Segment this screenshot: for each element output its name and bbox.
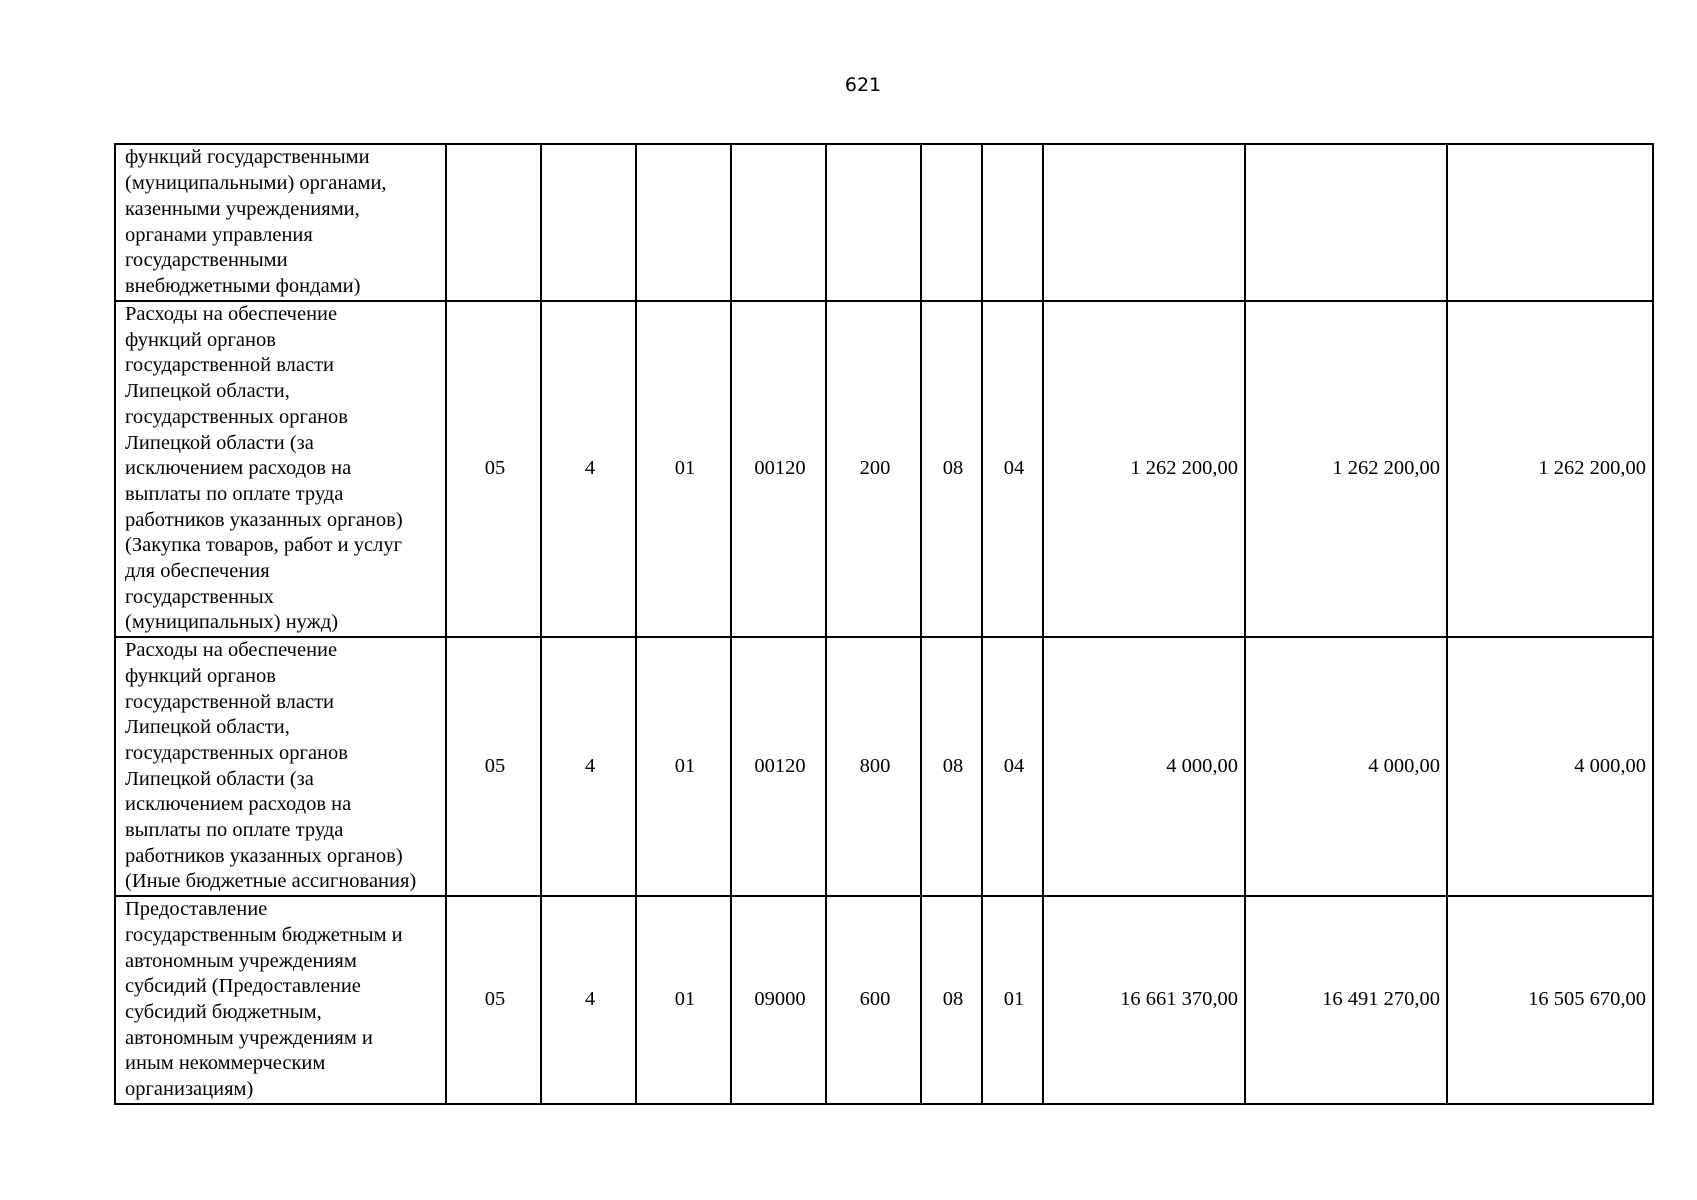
description-line: государственных органов bbox=[125, 405, 348, 428]
code-cell bbox=[826, 144, 921, 301]
description-line: функций государственными bbox=[125, 146, 370, 169]
description-line: казенными учреждениями, bbox=[125, 197, 360, 220]
amount-cell: 4 000,00 bbox=[1043, 637, 1245, 896]
description-line: Расходы на обеспечение bbox=[125, 303, 338, 325]
code-cell bbox=[982, 144, 1043, 301]
amount-cell: 1 262 200,00 bbox=[1447, 301, 1653, 637]
code-cell: 09000 bbox=[731, 896, 826, 1104]
code-cell: 08 bbox=[921, 637, 982, 896]
description-line: исключением расходов на bbox=[125, 793, 352, 816]
description-line: Липецкой области, bbox=[125, 380, 290, 403]
code-cell: 08 bbox=[921, 896, 982, 1104]
description-line: государственной власти bbox=[125, 354, 334, 377]
code-cell: 05 bbox=[446, 637, 541, 896]
code-cell bbox=[446, 144, 541, 301]
description-line: функций органов bbox=[125, 664, 276, 687]
code-cell: 600 bbox=[826, 896, 921, 1104]
code-cell: 4 bbox=[541, 637, 636, 896]
code-cell: 800 bbox=[826, 637, 921, 896]
amount-cell bbox=[1447, 144, 1653, 301]
table-row bbox=[115, 896, 1653, 1104]
description-line: (муниципальных) нужд) bbox=[125, 611, 339, 634]
table-row bbox=[115, 637, 1653, 896]
description-line: автономным учреждениям bbox=[125, 949, 357, 972]
description-line: государственных bbox=[125, 585, 274, 608]
description-line: субсидий бюджетным, bbox=[125, 1000, 322, 1023]
page-number: 621 bbox=[844, 74, 882, 96]
code-cell: 200 bbox=[826, 301, 921, 637]
code-cell: 08 bbox=[921, 301, 982, 637]
description-line: (муниципальными) органами, bbox=[125, 172, 387, 195]
amount-cell: 4 000,00 bbox=[1245, 637, 1447, 896]
code-cell: 01 bbox=[982, 896, 1043, 1104]
description-line: (Закупка товаров, работ и услуг bbox=[125, 534, 403, 557]
amount-cell bbox=[1043, 144, 1245, 301]
code-cell: 4 bbox=[541, 301, 636, 637]
description-line: автономным учреждениям и bbox=[125, 1026, 373, 1049]
description-line: государственным бюджетным и bbox=[125, 923, 403, 946]
description-line: Липецкой области (за bbox=[125, 767, 314, 790]
code-cell: 00120 bbox=[731, 301, 826, 637]
description-line: Липецкой области, bbox=[125, 716, 290, 739]
code-cell: 01 bbox=[636, 896, 731, 1104]
description-line: Липецкой области (за bbox=[125, 431, 314, 454]
description-line: государственных органов bbox=[125, 741, 348, 764]
amount-cell: 1 262 200,00 bbox=[1245, 301, 1447, 637]
description-line: внебюджетными фондами) bbox=[125, 274, 361, 297]
code-cell: 01 bbox=[636, 301, 731, 637]
code-cell bbox=[636, 144, 731, 301]
amount-cell: 16 505 670,00 bbox=[1447, 896, 1653, 1104]
amount-cell: 16 491 270,00 bbox=[1245, 896, 1447, 1104]
amount-cell: 16 661 370,00 bbox=[1043, 896, 1245, 1104]
description-line: государственными bbox=[125, 249, 288, 272]
description-line: Расходы на обеспечение bbox=[125, 639, 338, 662]
description-line: иным некоммерческим bbox=[125, 1052, 326, 1075]
description-line: работников указанных органов) bbox=[125, 844, 403, 867]
amount-cell bbox=[1245, 144, 1447, 301]
description-line: функций органов bbox=[125, 328, 276, 351]
description-line: выплаты по оплате труда bbox=[125, 819, 344, 842]
description-line: выплаты по оплате труда bbox=[125, 482, 344, 505]
description-line: работников указанных органов) bbox=[125, 508, 403, 531]
description-line: органами управления bbox=[125, 223, 313, 246]
description-line: организациям) bbox=[125, 1078, 254, 1101]
description-line: для обеспечения bbox=[125, 560, 270, 583]
code-cell: 05 bbox=[446, 896, 541, 1104]
code-cell: 4 bbox=[541, 896, 636, 1104]
description-cell bbox=[115, 637, 446, 896]
table-row bbox=[115, 301, 1653, 637]
code-cell: 04 bbox=[982, 637, 1043, 896]
code-cell: 01 bbox=[636, 637, 731, 896]
budget-table bbox=[114, 143, 1654, 1105]
description-cell bbox=[115, 896, 446, 1104]
amount-cell: 4 000,00 bbox=[1447, 637, 1653, 896]
description-cell bbox=[115, 301, 446, 637]
code-cell bbox=[541, 144, 636, 301]
code-cell bbox=[921, 144, 982, 301]
code-cell: 05 bbox=[446, 301, 541, 637]
code-cell bbox=[731, 144, 826, 301]
description-line: исключением расходов на bbox=[125, 457, 352, 480]
code-cell: 04 bbox=[982, 301, 1043, 637]
table-row bbox=[115, 144, 1653, 301]
code-cell: 00120 bbox=[731, 637, 826, 896]
description-line: (Иные бюджетные ассигнования) bbox=[125, 870, 417, 893]
description-line: Предоставление bbox=[125, 898, 268, 921]
amount-cell: 1 262 200,00 bbox=[1043, 301, 1245, 637]
description-line: субсидий (Предоставление bbox=[125, 975, 361, 998]
description-line: государственной власти bbox=[125, 690, 334, 713]
description-cell bbox=[115, 144, 446, 301]
